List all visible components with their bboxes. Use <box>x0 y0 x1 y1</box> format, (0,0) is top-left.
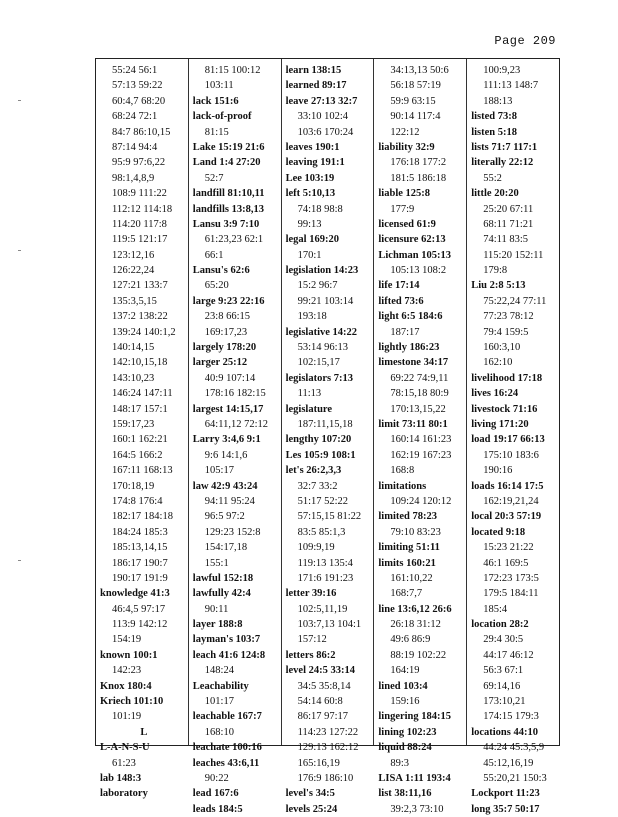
index-entry-refs: 162:10 <box>483 357 513 369</box>
index-entry-refs: 44:24 45:3,5,9 <box>483 742 545 754</box>
index-entry-term: little 20:20 <box>471 188 519 200</box>
index-entry-refs: 108:9 111:22 <box>112 188 167 200</box>
index-entry-refs: 54:14 60:8 <box>297 696 343 708</box>
index-entry-refs: 170:18,19 <box>112 480 155 492</box>
index-entry-refs: 159:16 <box>390 696 420 708</box>
index-entry-refs: 167:11 168:13 <box>112 465 173 477</box>
index-entry-refs: 105:13 108:2 <box>390 265 447 277</box>
margin-mark <box>18 560 21 561</box>
index-entry-term: level 24:5 33:14 <box>285 665 355 677</box>
index-entry-term: left 5:10,13 <box>285 188 336 200</box>
index-entry-refs: 26:18 31:12 <box>390 619 441 631</box>
index-entry-refs: 52:7 <box>204 172 224 184</box>
index-entry-term: limit 73:11 80:1 <box>378 418 448 430</box>
index-entry-refs: 103:7,13 104:1 <box>297 619 362 631</box>
index-entry-refs: 178:16 182:15 <box>204 388 266 400</box>
index-entry-term: listed 73:8 <box>471 111 517 123</box>
index-entry-refs: 44:17 46:12 <box>483 649 534 661</box>
index-entry-term: Liu 2:8 5:13 <box>471 280 526 292</box>
index-entry-term: LISA 1:11 193:4 <box>378 772 451 784</box>
margin-mark <box>18 100 21 101</box>
index-entry-refs: 162:19,21,24 <box>483 495 539 507</box>
index-entry-term: level's 34:5 <box>285 788 335 800</box>
index-entry-refs: 168:7,7 <box>390 588 423 600</box>
index-entry-term: long 35:7 50:17 <box>471 803 540 815</box>
index-entry-refs: 143:10,23 <box>112 372 155 384</box>
index-entry-refs: 181:5 186:18 <box>390 172 447 184</box>
index-entry-term: leave 27:13 32:7 <box>285 95 358 107</box>
index-entry-term: landfill 81:10,11 <box>192 188 265 200</box>
index-entry-refs: 103:11 <box>204 80 234 92</box>
index-entry-term: known 100:1 <box>100 649 158 661</box>
index-entry-term: larger 25:12 <box>192 357 248 369</box>
index-entry-term: layman's 103:7 <box>192 634 261 646</box>
index-entry-refs: 185:13,14,15 <box>112 542 168 554</box>
index-entry-refs: 64:11,12 72:12 <box>204 418 268 430</box>
index-entry-term: lengthy 107:20 <box>285 434 352 446</box>
index-entry-refs: 87:14 94:4 <box>112 141 158 153</box>
index-entry-refs: 29:4 30:5 <box>483 634 524 646</box>
index-entry-refs: 56:18 57:19 <box>390 80 441 92</box>
index-entry-term: largely 178:20 <box>192 342 257 354</box>
index-entry-refs: 184:24 185:3 <box>112 526 168 538</box>
index-entry-refs: 187:11,15,18 <box>297 418 353 430</box>
index-entry-refs: 164:19 <box>390 665 420 677</box>
index-entry-term: legislation 14:23 <box>285 265 359 277</box>
index-entry-term: legislature <box>285 403 333 415</box>
index-entry-refs: 114:23 127:22 <box>297 726 359 738</box>
index-entry-refs: 98:1,4,8,9 <box>112 172 155 184</box>
index-entry-term: loads 16:14 17:5 <box>471 480 544 492</box>
index-entry-refs: 154:17,18 <box>204 542 248 554</box>
index-entry-term: limiting 51:11 <box>378 542 440 554</box>
index-entry-refs: 46:4,5 97:17 <box>112 603 166 615</box>
index-entry-term: listen 5:18 <box>471 126 517 138</box>
index-entry-term: limitations <box>378 480 427 492</box>
index-entry-term: Kriech 101:10 <box>100 696 164 708</box>
index-entry-refs: 53:14 96:13 <box>297 342 349 354</box>
index-entry-refs: 168:8 <box>390 465 415 477</box>
index-entry-refs: 99:21 103:14 <box>297 295 354 307</box>
margin-mark <box>18 250 21 251</box>
index-entry-refs: 193:18 <box>297 311 327 323</box>
index-entry-refs: 25:20 67:11 <box>483 203 534 215</box>
index-entry-term: legal 169:20 <box>285 234 339 246</box>
index-entry-refs: 45:12,16,19 <box>483 757 534 769</box>
index-entry-refs: 148:17 157:1 <box>112 403 168 415</box>
index-entry-refs: 69:22 74:9,11 <box>390 372 449 384</box>
index-entry-refs: 55:2 <box>483 172 502 184</box>
index-entry-term: light 6:5 184:6 <box>378 311 443 323</box>
index-entry-refs: 99:13 <box>297 218 322 230</box>
index-entry-term: learned 89:17 <box>285 80 347 92</box>
index-entry-term: location 28:2 <box>471 619 529 631</box>
index-entry-refs: 11:13 <box>297 388 322 400</box>
index-entry-term: letters 86:2 <box>285 649 336 661</box>
index-entry-term: Lockport 11:23 <box>471 788 540 800</box>
index-entry-refs: 61:23 <box>112 757 136 769</box>
index-entry-term: Lee 103:19 <box>285 172 335 184</box>
index-entry-refs: 40:9 107:14 <box>204 372 256 384</box>
index-entry-refs: 95:9 97:6,22 <box>112 157 166 169</box>
index-column-4 <box>374 59 467 815</box>
index-entry-refs: 81:15 <box>204 126 229 138</box>
index-entry-refs: 190:16 <box>483 465 513 477</box>
index-entry-term: licensed 61:9 <box>378 218 436 230</box>
page-number: Page 209 <box>494 34 556 48</box>
index-entry-term: line 13:6,12 26:6 <box>378 603 452 615</box>
index-entry-refs: 157:12 <box>297 634 327 646</box>
index-entry-refs: 148:24 <box>204 665 234 677</box>
index-entry-refs: 96:5 97:2 <box>204 511 245 523</box>
index-entry-term: large 9:23 22:16 <box>192 295 265 307</box>
index-entry-refs: 175:10 183:6 <box>483 449 539 461</box>
index-entry-refs: 112:12 114:18 <box>112 203 173 215</box>
index-entry-term: located 9:18 <box>471 526 526 538</box>
index-entry-term: Land 1:4 27:20 <box>192 157 261 169</box>
index-entry-refs: 171:6 191:23 <box>297 572 354 584</box>
index-entry-refs: 142:10,15,18 <box>112 357 168 369</box>
index-entry-refs: 172:23 173:5 <box>483 572 539 584</box>
index-entry-refs: 90:14 117:4 <box>390 111 441 123</box>
index-entry-term: Lichman 105:13 <box>378 249 452 261</box>
index-entry-refs: 57:15,15 81:22 <box>297 511 362 523</box>
index-entry-refs: 135:3,5,15 <box>112 295 157 307</box>
index-entry-term: lead 167:6 <box>192 788 239 800</box>
index-entry-refs: 65:20 <box>204 280 229 292</box>
index-entry-refs: 88:19 102:22 <box>390 649 447 661</box>
index-entry-refs: 94:11 95:24 <box>204 495 255 507</box>
index-entry-term: limestone 34:17 <box>378 357 449 369</box>
index-entry-term: lined 103:4 <box>378 680 428 692</box>
index-entry-refs: 161:10,22 <box>390 572 433 584</box>
index-entry-refs: 113:9 142:12 <box>112 619 168 631</box>
index-entry-term: leachate 100:16 <box>192 742 262 754</box>
index-entry-term: load 19:17 66:13 <box>471 434 545 446</box>
index-entry-refs: 101:17 <box>204 696 234 708</box>
index-entry-refs: 146:24 147:11 <box>112 388 173 400</box>
index-entry-refs: 139:24 140:1,2 <box>112 326 176 338</box>
index-entry-term: lists 71:7 117:1 <box>471 141 538 153</box>
index-entry-refs: 74:11 83:5 <box>483 234 529 246</box>
index-entry-term: law 42:9 43:24 <box>192 480 258 492</box>
index-entry-term: locations 44:10 <box>471 726 538 738</box>
index-entry-term: licensure 62:13 <box>378 234 446 246</box>
index-entry-term: liable 125:8 <box>378 188 431 200</box>
index-entry-refs: 126:22,24 <box>112 265 155 277</box>
index-entry-term: livestock 71:16 <box>471 403 538 415</box>
index-entry-term: livelihood 17:18 <box>471 372 543 384</box>
index-entry-refs: 129:23 152:8 <box>204 526 261 538</box>
index-table <box>95 58 560 815</box>
index-entry-refs: 159:17,23 <box>112 418 155 430</box>
index-entry-term: learn 138:15 <box>285 65 342 76</box>
index-entry-term: lining 102:23 <box>378 726 437 738</box>
index-entry-refs: 109:24 120:12 <box>390 495 452 507</box>
index-entry-refs: 51:17 52:22 <box>297 495 349 507</box>
index-entry-refs: 122:12 <box>390 126 420 138</box>
index-entry-term: lives 16:24 <box>471 388 519 400</box>
index-entry-term: lawfully 42:4 <box>192 588 251 600</box>
index-entry-refs: 129:13 162:12 <box>297 742 359 754</box>
index-column-5 <box>467 59 559 815</box>
index-entry-refs: 101:19 <box>112 711 142 723</box>
index-entry-refs: 170:1 <box>297 249 322 261</box>
index-entry-term: local 20:3 57:19 <box>471 511 542 523</box>
index-entry-refs: 86:17 97:17 <box>297 711 349 723</box>
index-entry-refs: 127:21 133:7 <box>112 280 168 292</box>
index-entry-refs: 79:4 159:5 <box>483 326 529 338</box>
index-entry-refs: 68:11 71:21 <box>483 218 534 230</box>
index-entry-refs: 34:5 35:8,14 <box>297 680 351 692</box>
index-entry-term: lightly 186:23 <box>378 342 440 354</box>
index-entry-refs: 174:15 179:3 <box>483 711 539 723</box>
index-entry-refs: 34:13,13 50:6 <box>390 65 449 76</box>
index-entry-refs: 119:13 135:4 <box>297 557 353 569</box>
index-entry-term: Lansu's 62:6 <box>192 265 250 277</box>
index-entry-refs: 68:24 72:1 <box>112 111 158 123</box>
index-entry-term: letter 39:16 <box>285 588 337 600</box>
index-entry-refs: 83:5 85:1,3 <box>297 526 346 538</box>
index-entry-term: Lansu 3:9 7:10 <box>192 218 260 230</box>
index-entry-refs: 123:12,16 <box>112 249 155 261</box>
index-entry-refs: 15:2 96:7 <box>297 280 338 292</box>
index-entry-refs: 57:13 59:22 <box>112 80 163 92</box>
index-entry-refs: 61:23,23 62:1 <box>204 234 264 246</box>
index-entry-refs: 142:23 <box>112 665 142 677</box>
index-entry-refs: 77:23 78:12 <box>483 311 534 323</box>
index-entry-term: layer 188:8 <box>192 619 243 631</box>
index-entry-refs: 78:15,18 80:9 <box>390 388 449 400</box>
index-entry-refs: 75:22,24 77:11 <box>483 295 547 307</box>
index-entry-refs: 39:2,3 73:10 <box>390 803 444 815</box>
index-entry-refs: 186:17 190:7 <box>112 557 168 569</box>
index-entry-term: leaves 190:1 <box>285 141 340 153</box>
index-entry-refs: 160:3,10 <box>483 342 521 354</box>
index-entry-refs: 168:10 <box>204 726 234 738</box>
index-column-1 <box>96 59 189 800</box>
index-entry-refs: 32:7 33:2 <box>297 480 338 492</box>
index-entry-term: lack-of-proof <box>192 111 252 123</box>
index-entry-refs: 49:6 86:9 <box>390 634 431 646</box>
index-entry-term: L-A-N-S-U <box>100 742 150 754</box>
index-entry-refs: 74:18 98:8 <box>297 203 343 215</box>
index-entry-term: let's 26:2,3,3 <box>285 465 342 477</box>
index-entry-term: life 17:14 <box>378 280 420 292</box>
index-entry-term: knowledge 41:3 <box>100 588 170 600</box>
index-entry-refs: 119:5 121:17 <box>112 234 168 246</box>
index-entry-refs: 185:4 <box>483 603 508 615</box>
index-entry-term: leach 41:6 124:8 <box>192 649 266 661</box>
index-entry-term: living 171:20 <box>471 418 529 430</box>
index-entry-refs: 187:17 <box>390 326 420 338</box>
index-entry-term: legislators 7:13 <box>285 372 353 384</box>
index-entry-refs: 179:5 184:11 <box>483 588 539 600</box>
index-entry-refs: 176:9 186:10 <box>297 772 354 784</box>
index-entry-refs: 160:14 161:23 <box>390 434 452 446</box>
index-entry-refs: 90:22 <box>204 772 229 784</box>
index-entry-refs: 103:6 170:24 <box>297 126 354 138</box>
index-entry-term: liquid 88:24 <box>378 742 432 754</box>
index-entry-term: limited 78:23 <box>378 511 438 523</box>
index-entry-refs: 114:20 117:8 <box>112 218 167 230</box>
index-entry-refs: 46:1 169:5 <box>483 557 529 569</box>
index-entry-refs: 162:19 167:23 <box>390 449 452 461</box>
index-entry-refs: 59:9 63:15 <box>390 95 436 107</box>
index-entry-refs: 102:15,17 <box>297 357 340 369</box>
index-entry-refs: 56:3 67:1 <box>483 665 524 677</box>
index-entry-refs: 55:24 56:1 <box>112 65 158 76</box>
index-entry-term: largest 14:15,17 <box>192 403 264 415</box>
index-entry-term: levels 25:24 <box>285 803 338 815</box>
index-entry-term: literally 22:12 <box>471 157 534 169</box>
index-entry-term: lawful 152:18 <box>192 572 254 584</box>
index-entry-term: Knox 180:4 <box>100 680 152 692</box>
index-entry-refs: 155:1 <box>204 557 229 569</box>
index-entry-refs: 176:18 177:2 <box>390 157 447 169</box>
index-entry-refs: 79:10 83:23 <box>390 526 441 538</box>
index-entry-refs: 154:19 <box>112 634 142 646</box>
index-entry-term: list 38:11,16 <box>378 788 432 800</box>
index-entry-refs: 33:10 102:4 <box>297 111 349 123</box>
index-entry-refs: 60:4,7 68:20 <box>112 95 166 107</box>
index-entry-term: legislative 14:22 <box>285 326 358 338</box>
index-entry-refs: 55:20,21 150:3 <box>483 772 547 784</box>
index-entry-term: leachable 167:7 <box>192 711 262 723</box>
index-entry-refs: 169:17,23 <box>204 326 248 338</box>
index-entry-refs: 140:14,15 <box>112 342 155 354</box>
index-entry-refs: 190:17 191:9 <box>112 572 168 584</box>
index-entry-refs: 66:1 <box>204 249 224 261</box>
index-entry-refs: 84:7 86:10,15 <box>112 126 171 138</box>
index-entry-refs: 174:8 176:4 <box>112 495 163 507</box>
index-entry-refs: 109:9,19 <box>297 542 335 554</box>
index-entry-refs: 137:2 138:22 <box>112 311 168 323</box>
index-entry-term: Larry 3:4,6 9:1 <box>192 434 261 446</box>
index-entry-term: lab 148:3 <box>100 772 142 784</box>
index-entry-term: limits 160:21 <box>378 557 436 569</box>
index-entry-refs: 160:1 162:21 <box>112 434 168 446</box>
index-entry-refs: 9:6 14:1,6 <box>204 449 248 461</box>
index-entry-term: lack 151:6 <box>192 95 239 107</box>
index-entry-term: liability 32:9 <box>378 141 435 153</box>
index-entry-refs: 89:3 <box>390 757 410 769</box>
index-entry-refs: 100:9,23 <box>483 65 521 76</box>
index-entry-refs: 182:17 184:18 <box>112 511 173 523</box>
index-entry-refs: 177:9 <box>390 203 415 215</box>
index-entry-refs: 111:13 148:7 <box>483 80 539 92</box>
index-entry-term: lingering 184:15 <box>378 711 452 723</box>
index-entry-refs: 90:11 <box>204 603 229 615</box>
index-entry-term: Lake 15:19 21:6 <box>192 141 265 153</box>
index-entry-refs: 164:5 166:2 <box>112 449 163 461</box>
index-entry-refs: 188:13 <box>483 95 513 107</box>
index-entry-term: Les 105:9 108:1 <box>285 449 356 461</box>
index-entry-term: leads 184:5 <box>192 803 243 815</box>
index-entry-term: leaving 191:1 <box>285 157 345 169</box>
index-entry-refs: 81:15 100:12 <box>204 65 261 76</box>
index-entry-term: landfills 13:8,13 <box>192 203 264 215</box>
index-entry-refs: 115:20 152:11 <box>483 249 544 261</box>
index-entry-term: lifted 73:6 <box>378 295 424 307</box>
index-entry-refs: 105:17 <box>204 465 234 477</box>
index-entry-term: leaches 43:6,11 <box>192 757 260 769</box>
index-column-3 <box>282 59 375 815</box>
index-entry-term: laboratory <box>100 788 148 800</box>
index-entry-refs: 102:5,11,19 <box>297 603 348 615</box>
index-entry-refs: 69:14,16 <box>483 680 521 692</box>
index-entry-refs: 170:13,15,22 <box>390 403 446 415</box>
index-entry-refs: 15:23 21:22 <box>483 542 534 554</box>
index-column-2 <box>189 59 282 815</box>
index-entry-refs: 179:8 <box>483 265 508 277</box>
index-entry-refs: 173:10,21 <box>483 696 526 708</box>
index-section-letter: L <box>140 726 148 738</box>
index-entry-refs: 165:16,19 <box>297 757 340 769</box>
index-entry-refs: 23:8 66:15 <box>204 311 251 323</box>
index-entry-term: Leachability <box>192 680 249 692</box>
